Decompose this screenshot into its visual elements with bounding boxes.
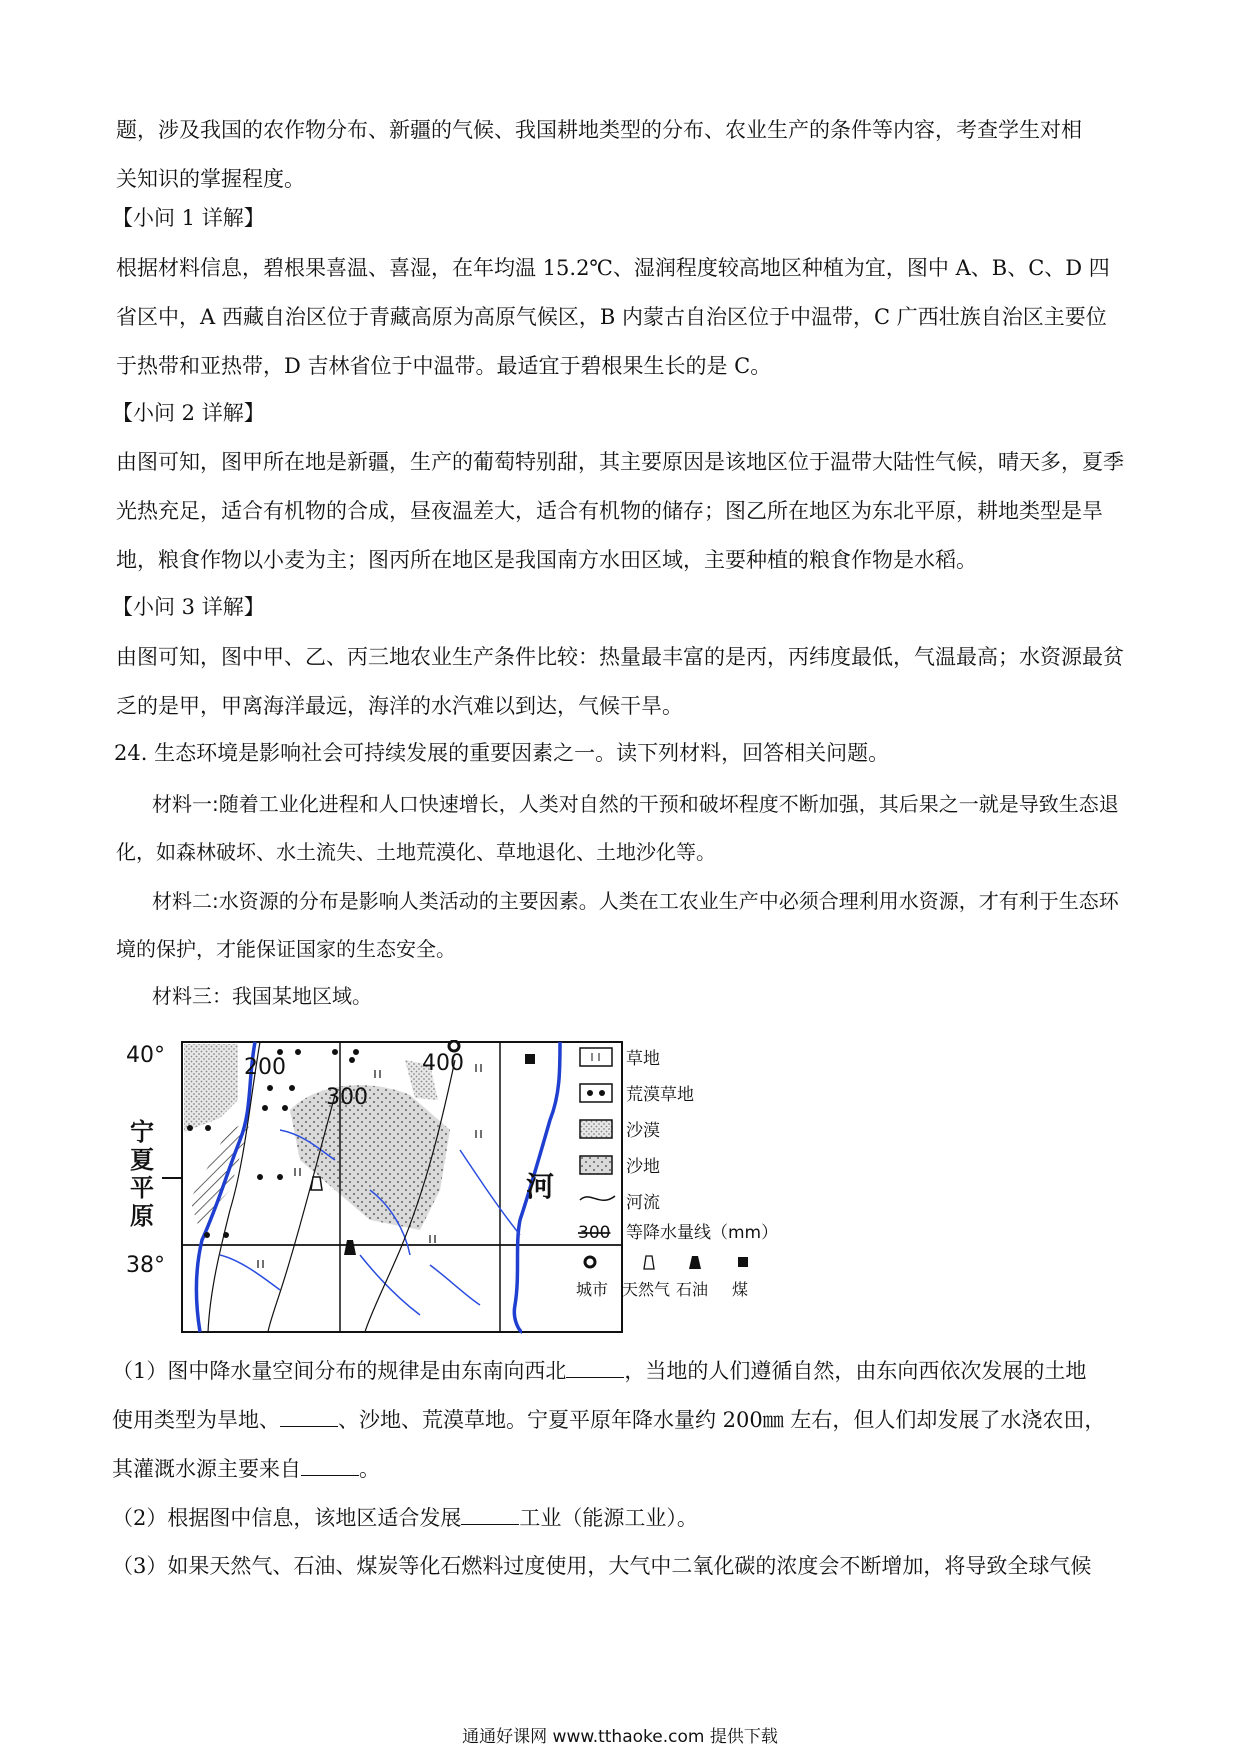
material-3: 材料三：我国某地区域。 xyxy=(152,984,372,1008)
legend-city-label: 城市 xyxy=(576,1280,609,1299)
region-map-figure xyxy=(120,1040,900,1340)
question-2 xyxy=(112,1494,1127,1543)
isohyet-400-label: 400 xyxy=(422,1051,464,1076)
isohyet-200-label: 200 xyxy=(244,1055,286,1080)
ningxia-char-1: 宁 xyxy=(130,1118,154,1146)
question-1-part-c: 使用类型为旱地、 xyxy=(112,1408,280,1432)
isohyet-300-label: 300 xyxy=(326,1085,368,1110)
q3-heading: 【小问 3 详解】 xyxy=(112,595,265,619)
question-1-part-d: 、沙地、荒漠草地。宁夏平原年降水量约 200㎜ 左右，但人们却发展了水浇农田， xyxy=(338,1408,1106,1432)
city-symbol xyxy=(449,1041,459,1051)
legend-isohyet-value: 300 xyxy=(578,1223,611,1243)
ningxia-char-4: 原 xyxy=(130,1202,154,1230)
q2-explanation: 由图可知，图甲所在地是新疆，生产的葡萄特别甜，其主要原因是该地区位于温带大陆性气候，晴天多，夏季光热充足，适合有机物的合成，昼夜温差大，适合有机物的储存；图乙所在地区为东北平原，耕地类型是旱地，粮食作物以小麦为主；图丙所在地区是我国南方水田区域，主要种植的粮食作物是水稻。 xyxy=(116,450,1124,572)
legend-coal-icon xyxy=(738,1257,748,1267)
legend-desert-swatch xyxy=(580,1120,612,1138)
latitude-38-label: 38° xyxy=(126,1253,165,1278)
intro-line-1: 题，涉及我国的农作物分布、新疆的气候、我国耕地类型的分布、农业生产的条件等内容，考查学生对相 xyxy=(116,118,1082,142)
ningxia-char-3: 平 xyxy=(130,1174,154,1202)
legend-gas-label: 天然气 xyxy=(622,1280,671,1299)
question-3: （3）如果天然气、石油、煤炭等化石燃料过度使用，大气中二氧化碳的浓度会不断增加，将导致全球气候 xyxy=(112,1554,1092,1578)
q1-heading: 【小问 1 详解】 xyxy=(112,206,265,230)
answer-blank-3[interactable] xyxy=(301,1457,359,1476)
latitude-40-label: 40° xyxy=(126,1043,165,1068)
legend-desert-grassland-swatch xyxy=(580,1084,612,1102)
material-2: 材料二:水资源的分布是影响人类活动的主要因素。人类在工农业生产中必须合理利用水资源，才有利于生态环境的保护，才能保证国家的生态安全。 xyxy=(116,889,1119,961)
q2-heading: 【小问 2 详解】 xyxy=(112,401,265,425)
q3-explanation: 由图可知，图中甲、乙、丙三地农业生产条件比较：热量最丰富的是丙，丙纬度最低，气温最高；水资源最贫乏的是甲，甲离海洋最远，海洋的水汽难以到达，气候干旱。 xyxy=(116,645,1124,718)
legend-city-icon xyxy=(585,1257,595,1267)
question-1-part-a: （1）图中降水量空间分布的规律是由东南向西北 xyxy=(112,1359,567,1383)
answer-blank-1[interactable] xyxy=(566,1359,624,1378)
gas-symbol xyxy=(311,1177,322,1190)
question-1-part-e: 其灌溉水源主要来自 xyxy=(112,1457,301,1481)
legend-grassland-swatch xyxy=(580,1048,612,1066)
page-footer: 通通好课网 www.tthaoke.com 提供下载 xyxy=(462,1727,778,1747)
legend-gas-icon xyxy=(644,1256,654,1269)
legend-oil-icon xyxy=(689,1256,701,1269)
q1-explanation: 根据材料信息，碧根果喜温、喜湿，在年均温 15.2℃、湿润程度较高地区种植为宜，图中 A、B、C、D 四省区中，A 西藏自治区位于青藏高原为高原气候区，B 内蒙古自治区位于中温带，C 广西壮族自治区主要位于热带和亚热带，D 吉林省位于中温带。最适宜于碧根果生长的是 C。 xyxy=(116,256,1110,378)
region-map xyxy=(120,1040,900,1340)
legend-oil-label: 石油 xyxy=(676,1280,709,1299)
legend-sandland-swatch xyxy=(580,1156,612,1174)
question-2-part-b: 工业（能源工业）。 xyxy=(519,1506,698,1530)
legend-river-label: 河流 xyxy=(626,1193,660,1213)
answer-blank-2[interactable] xyxy=(280,1408,338,1427)
legend-sandland-label: 沙地 xyxy=(626,1157,660,1177)
question-24-title: 24. 生态环境是影响社会可持续发展的重要因素之一。读下列材料，回答相关问题。 xyxy=(114,741,890,765)
ningxia-char-2: 夏 xyxy=(130,1146,154,1174)
legend-desert-grassland-label: 荒漠草地 xyxy=(626,1085,694,1105)
coal-symbol xyxy=(525,1054,535,1064)
legend-isohyet-label: 等降水量线（mm） xyxy=(626,1223,779,1243)
question-1 xyxy=(112,1347,1127,1494)
question-1-part-b: ，当地的人们遵循自然，由东向西依次发展的土地 xyxy=(624,1359,1087,1383)
material-1: 材料一:随着工业化进程和人口快速增长，人类对自然的干预和破坏程度不断加强，其后果之一就是导致生态退化，如森林破坏、水土流失、土地荒漠化、草地退化、土地沙化等。 xyxy=(116,792,1119,864)
legend-desert-label: 沙漠 xyxy=(626,1121,660,1141)
legend-grassland-label: 草地 xyxy=(626,1049,660,1069)
intro-paragraph xyxy=(116,106,1126,204)
legend-coal-label: 煤 xyxy=(732,1280,749,1299)
question-1-part-f: 。 xyxy=(359,1457,380,1481)
question-2-part-a: （2）根据图中信息，该地区适合发展 xyxy=(112,1506,462,1530)
intro-line-2: 关知识的掌握程度。 xyxy=(116,167,305,191)
answer-blank-4[interactable] xyxy=(461,1506,519,1525)
river-char-label: 河 xyxy=(526,1170,555,1203)
